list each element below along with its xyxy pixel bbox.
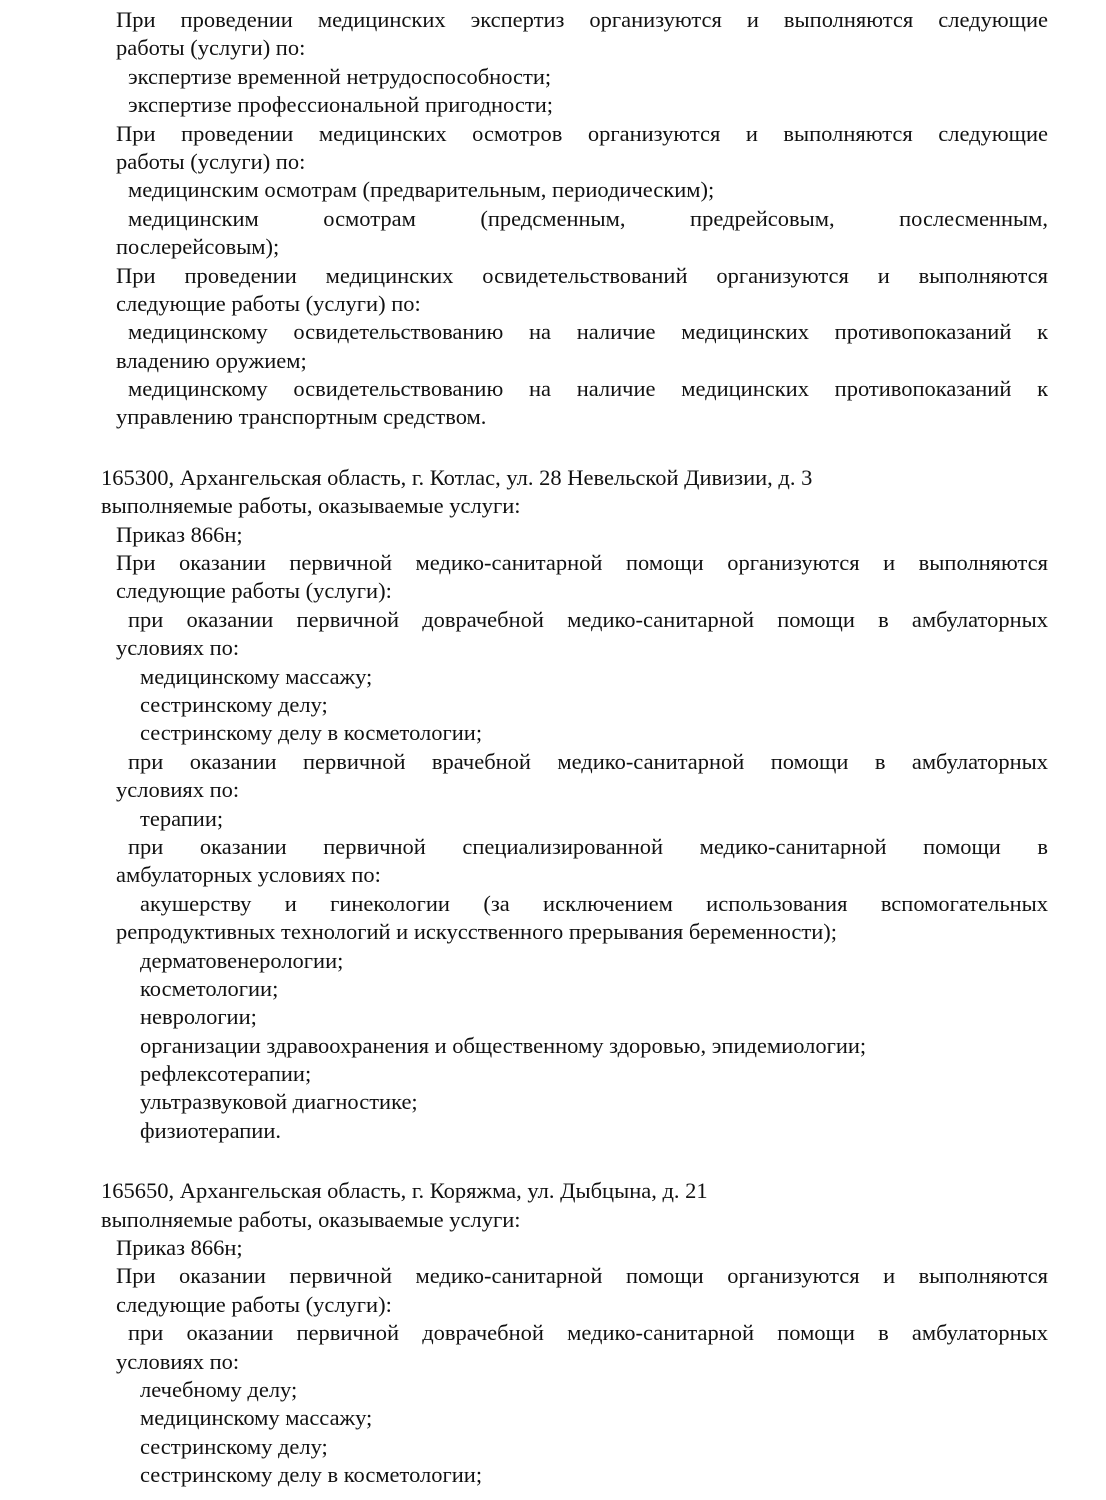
text-line: экспертизе временной нетрудоспособности; bbox=[128, 63, 552, 89]
text-line: рефлексотерапии; bbox=[140, 1061, 312, 1087]
text-line: При оказании первичной медико-санитарной помощи организуются и выполняются bbox=[116, 550, 1048, 576]
text-line: при оказании первичной специализированной медико-санитарной помощи в bbox=[128, 833, 1048, 859]
text-line: 165300, Архангельская область, г. Котлас, ул. 28 Невельской Дивизии, д. 3 bbox=[101, 464, 813, 490]
text-line: работы (услуги) по: bbox=[116, 35, 306, 61]
text-line: лечебному делу; bbox=[140, 1376, 298, 1402]
text-line: терапии; bbox=[140, 805, 224, 831]
text-line: работы (услуги) по: bbox=[116, 148, 306, 174]
text-line: следующие работы (услуги) по: bbox=[116, 290, 421, 316]
text-line: При проведении медицинских экспертиз организуются и выполняются следующие bbox=[116, 7, 1048, 32]
text-line: медицинскому массажу; bbox=[140, 663, 373, 689]
text-line: организации здравоохранения и общественному здоровью, эпидемиологии; bbox=[140, 1032, 867, 1058]
text-line: сестринскому делу; bbox=[140, 691, 328, 717]
text-line: Приказ 866н; bbox=[116, 1235, 243, 1261]
text-line: экспертизе профессиональной пригодности; bbox=[128, 92, 553, 118]
text-line: медицинскому массажу; bbox=[140, 1405, 373, 1431]
text-line: медицинскому освидетельствованию на наличие медицинских противопоказаний к bbox=[128, 319, 1048, 345]
text-line: сестринскому делу; bbox=[140, 1433, 328, 1459]
text-line: следующие работы (услуги): bbox=[116, 578, 392, 604]
text-line: При проведении медицинских осмотров организуются и выполняются следующие bbox=[116, 120, 1048, 146]
text-line: неврологии; bbox=[140, 1004, 257, 1030]
text-line: при оказании первичной доврачебной медико-санитарной помощи в амбулаторных bbox=[128, 606, 1048, 632]
text-line: медицинским осмотрам (предварительным, периодическим); bbox=[128, 177, 715, 203]
text-line: условиях по: bbox=[116, 635, 240, 661]
text-line: физиотерапии. bbox=[140, 1117, 282, 1143]
text-line: условиях по: bbox=[116, 777, 240, 803]
text-line: владению оружием; bbox=[116, 347, 307, 373]
section-gap bbox=[0, 1145, 1106, 1177]
text-line: дерматовенерологии; bbox=[140, 947, 344, 973]
text-line: при оказании первичной врачебной медико-санитарной помощи в амбулаторных bbox=[128, 748, 1048, 774]
text-line: условиях по: bbox=[116, 1348, 240, 1374]
text-line: выполняемые работы, оказываемые услуги: bbox=[101, 1206, 521, 1232]
text-line: ультразвуковой диагностике; bbox=[140, 1089, 418, 1115]
text-line: при оказании первичной доврачебной медико-санитарной помощи в амбулаторных bbox=[128, 1320, 1048, 1346]
text-line: репродуктивных технологий и искусственного прерывания беременности); bbox=[116, 919, 837, 945]
document-page bbox=[0, 6, 1106, 1490]
text-line: амбулаторных условиях по: bbox=[116, 862, 381, 888]
text-line: При проведении медицинских освидетельствований организуются и выполняются bbox=[116, 262, 1048, 288]
text-line: сестринскому делу в косметологии; bbox=[140, 720, 483, 746]
text-line: управлению транспортным средством. bbox=[116, 404, 487, 430]
text-line: При оказании первичной медико-санитарной помощи организуются и выполняются bbox=[116, 1263, 1048, 1289]
text-line: Приказ 866н; bbox=[116, 521, 243, 547]
text-line: акушерству и гинекологии (за исключением использования вспомогательных bbox=[140, 890, 1048, 916]
text-line: выполняемые работы, оказываемые услуги: bbox=[101, 493, 521, 519]
text-line: косметологии; bbox=[140, 975, 279, 1001]
section-gap bbox=[0, 432, 1106, 464]
text-line: медицинским осмотрам (предсменным, предрейсовым, послесменным, bbox=[128, 205, 1048, 231]
text-line: послерейсовым); bbox=[116, 234, 280, 260]
text-line: 165650, Архангельская область, г. Коряжма, ул. Дыбцына, д. 21 bbox=[101, 1178, 708, 1204]
text-line: медицинскому освидетельствованию на наличие медицинских противопоказаний к bbox=[128, 376, 1048, 402]
text-line: следующие работы (услуги): bbox=[116, 1291, 392, 1317]
text-line: сестринскому делу в косметологии; bbox=[140, 1462, 483, 1488]
